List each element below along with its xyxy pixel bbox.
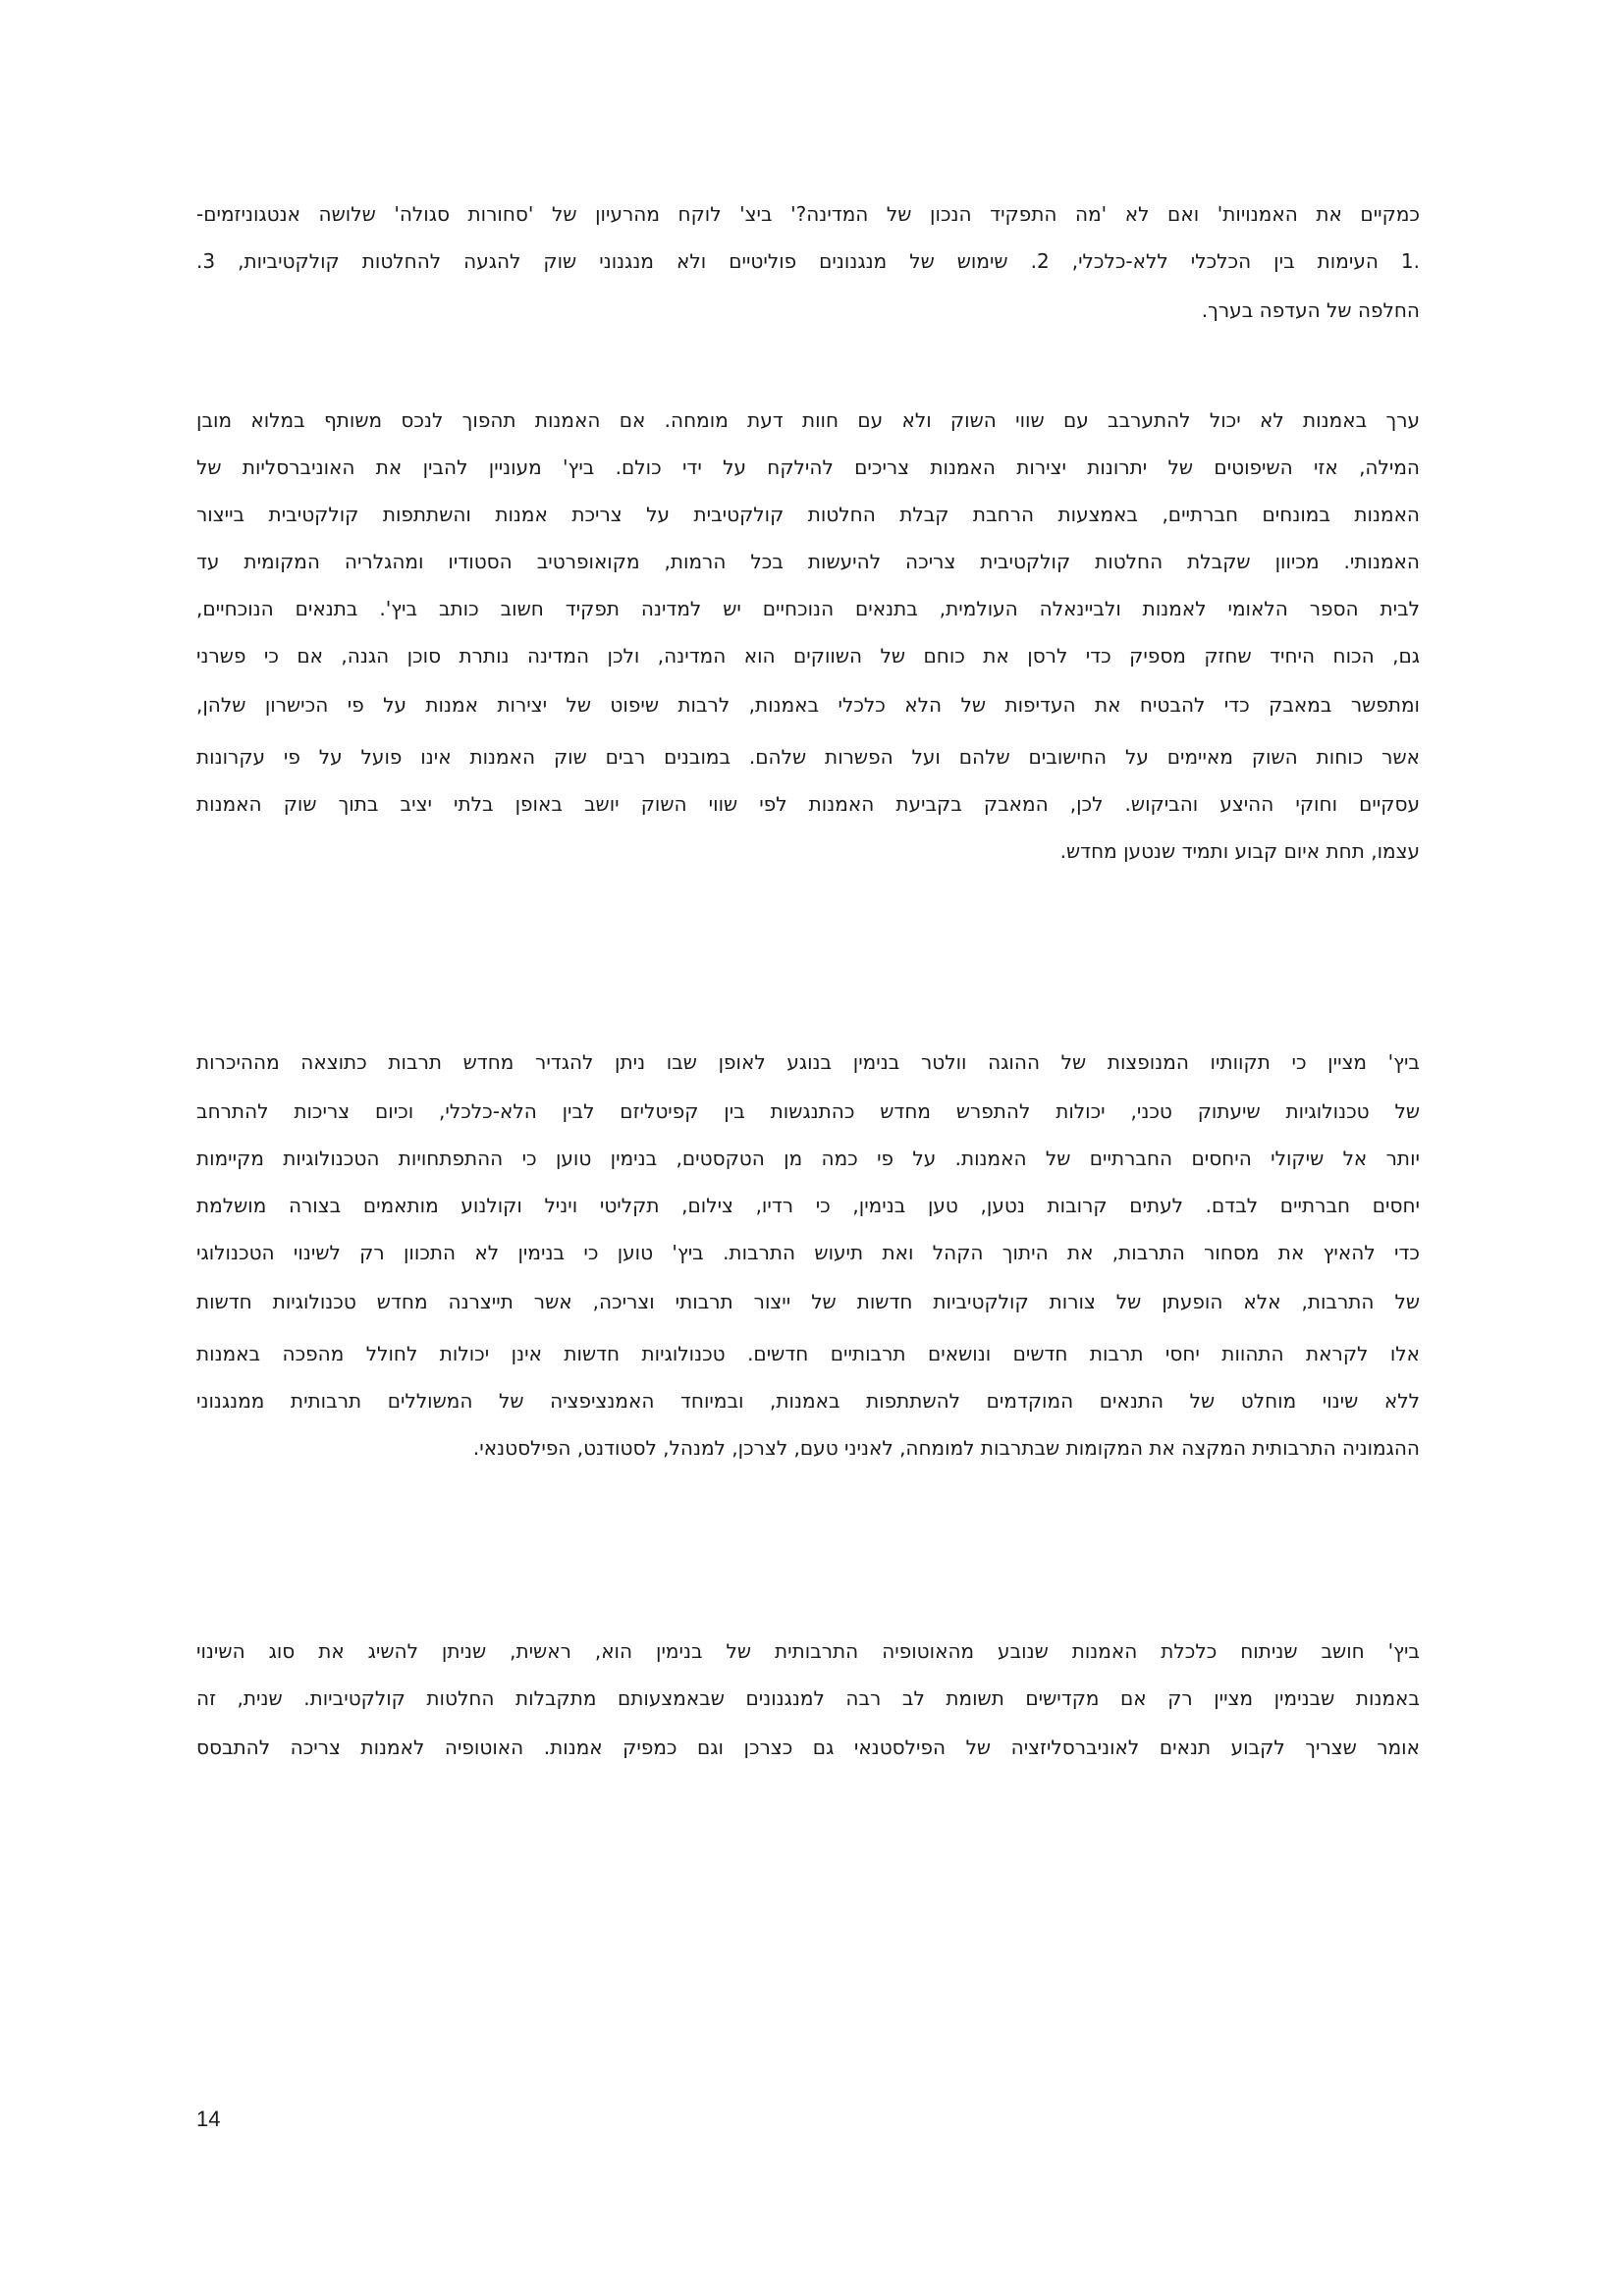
text-line: ההגמוניה התרבותית המקצה את המקומות שבתרבות למומחה, לאניני טעם, לצרכן, למנהל, לסטודנט, הפילסטנאי. <box>472 1436 1420 1460</box>
text-line: אומר שצריך לקבוע תנאים לאוניברסליזציה של הפילסטנאי גם כצרכן וגם כמפיק אמנות. האוטופיה לאמנות צריכה להתבסס <box>196 1735 1420 1759</box>
text-line: אלו לקראת התהוות יחסי תרבות חדשים ונושאים תרבותיים חדשים. טכנולוגיות חדשות אינן יכולות לחולל מהפכה באמנות <box>196 1342 1420 1365</box>
text-line: האמנות במונחים חברתיים, באמצעות הרחבת קבלת החלטות קולקטיבית על צריכת אמנות והשתתפות קולקטיבית בייצור <box>196 503 1420 526</box>
text-line: .1 העימות בין הכלכלי ללא-כלכלי, 2. שימוש של מנגנונים פוליטיים ולא מנגנוני שוק להגעה להחלטות קולקטיביות, 3. <box>196 249 1420 273</box>
text-line: באמנות שבנימין מציין רק אם מקדישים תשומת לב רבה למנגנונים שבאמצעותם מתקבלות החלטות קולקטיביות. שנית, זה <box>196 1686 1420 1710</box>
text-line: החלפה של העדפה בערך. <box>1201 298 1420 322</box>
text-line: עצמו, תחת איום קבוע ותמיד שנטען מחדש. <box>1059 839 1420 863</box>
text-line: גם, הכוח היחיד שחזק מספיק כדי לרסן את כוחם של השווקים הוא המדינה, ולכן המדינה נותרת סוכן הגנה, אם כי פשרני <box>196 644 1420 667</box>
text-line: יותר אל שיקולי היחסים החברתיים של האמנות. על פי כמה מן הטקסטים, בנימין טוען כי ההתפתחויות הטכנולוגיות מקיימות <box>196 1147 1420 1170</box>
text-line: האמנותי. מכיוון שקבלת החלטות קולקטיבית צריכה להיעשות בכל הרמות, מקואופרטיב הסטודיו ומהגלריה המקומית עד <box>196 550 1420 573</box>
paragraph-2 <box>196 408 1420 863</box>
text-line: ללא שינוי מוחלט של התנאים המוקדמים להשתתפות באמנות, ובמיוחד האמנציפציה של המשוללים תרבותית ממנגנוני <box>196 1389 1420 1413</box>
paragraph-4 <box>196 1639 1420 1759</box>
text-line: ביץ' חושב שניתוח כלכלת האמנות שנובע מהאוטופיה התרבותית של בנימין הוא, ראשית, שניתן להשיג את סוג השינוי <box>196 1639 1420 1663</box>
text-line: כדי להאיץ את מסחור התרבות, את היתוך הקהל ואת תיעוש התרבות. ביץ' טוען כי בנימין לא התכוון רק לשינוי הטכנולוגי <box>196 1241 1420 1264</box>
text-line: אשר כוחות השוק מאיימים על החישובים שלהם ועל הפשרות שלהם. במובנים רבים שוק האמנות אינו פועל על פי עקרונות <box>196 745 1420 769</box>
text-line: ביץ' מציין כי תקוותיו המנופצות של ההוגה וולטר בנימין בנוגע לאופן שבו ניתן להגדיר מחדש תרבות כתוצאה מההיכרות <box>196 1050 1420 1074</box>
page-number: 14 <box>196 2107 221 2131</box>
text-line: ומתפשר במאבק כדי להבטיח את העדיפות של הלא כלכלי באמנות, לרבות שיפוט של יצירות אמנות על פי הכישרון שלהן, <box>196 693 1420 717</box>
paragraph-3 <box>196 1050 1420 1460</box>
text-line: של טכנולוגיות שיעתוק טכני, יכולות להתפרש מחדש כהתנגשות בין קפיטליזם לבין הלא-כלכלי, וכיום צריכות להתרחב <box>196 1099 1420 1123</box>
text-line: כמקיים את האמנויות' ואם לא 'מה התפקיד הנכון של המדינה?' ביצ' לוקח מהרעיון של 'סחורות סגולה' שלושה אנטגוניזמים- <box>196 202 1420 226</box>
text-line: עסקיים וחוקי ההיצע והביקוש. לכן, המאבק בקביעת האמנות לפי שווי השוק יושב באופן בלתי יציב בתוך שוק האמנות <box>196 792 1420 816</box>
text-line: יחסים חברתיים לבדם. לעתים קרובות נטען, טען בנימין, כי רדיו, צילום, תקליטי ויניל וקולנוע מותאמים בצורה מושלמת <box>196 1194 1420 1217</box>
text-line: לבית הספר הלאומי לאמנות ולביינאלה העולמית, בתנאים הנוכחיים יש למדינה תפקיד חשוב כותב ביץ'. בתנאים הנוכחיים, <box>196 597 1420 620</box>
text-line: ערך באמנות לא יכול להתערבב עם שווי השוק ולא עם חוות דעת מומחה. אם האמנות תהפוך לנכס משותף במלוא מובן <box>196 408 1420 432</box>
paragraph-1 <box>196 202 1420 322</box>
text-line: המילה, אזי השיפוטים של יתרונות יצירות האמנות צריכים להילקח על ידי כולם. ביץ' מעוניין להבין את האוניברסליות של <box>196 455 1420 479</box>
text-line: של התרבות, אלא הופעתן של צורות קולקטיביות חדשות של ייצור תרבותי וצריכה, אשר תייצרנה מחדש טכנולוגיות חדשות <box>196 1290 1420 1313</box>
